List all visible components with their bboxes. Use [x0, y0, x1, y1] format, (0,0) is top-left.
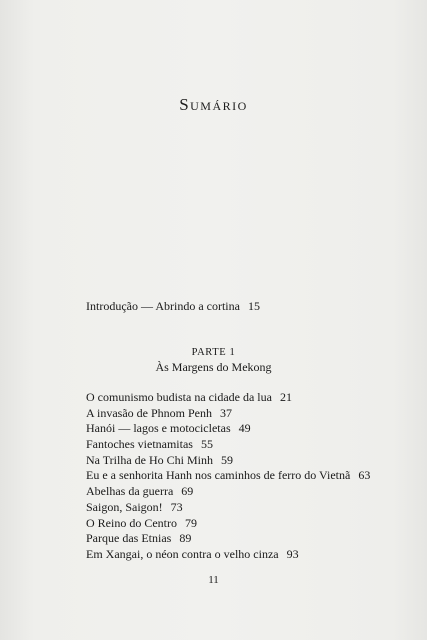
toc-entry-title: Introdução — Abrindo a cortina: [86, 299, 240, 313]
part-label: PARTE 1: [191, 347, 236, 358]
toc-entry-page: 21: [279, 390, 292, 404]
toc-entry: [86, 500, 370, 516]
toc-entry-page: 93: [286, 546, 299, 561]
toc-entry-title: Em Xangai, o néon contra o velho cinza: [86, 546, 279, 561]
toc-entry: [86, 516, 370, 532]
toc-entry: [86, 453, 370, 469]
page-number: 11: [208, 574, 219, 586]
toc-entry-page: 63: [358, 468, 371, 483]
toc-entry: [86, 421, 370, 437]
toc-entry-page: 49: [238, 421, 251, 436]
toc-entry-title: Parque das Etnias: [86, 531, 172, 546]
toc-entry-page: 73: [170, 499, 183, 514]
toc-entry: [86, 468, 370, 484]
toc-entry-title: Na Trilha de Ho Chi Minh: [86, 452, 214, 467]
toc-entry-page: 55: [200, 437, 213, 452]
part-title: Às Margens do Mekong: [155, 360, 272, 374]
toc-entry-page: 89: [179, 531, 192, 546]
toc-entry: [86, 484, 370, 500]
toc-list: [86, 390, 370, 563]
toc-entry-title: A invasão de Phnom Penh: [86, 405, 212, 420]
toc-entry-title: Hanói — lagos e motocicletas: [86, 421, 231, 436]
page-heading: Sumário: [179, 95, 248, 114]
toc-entry: [86, 437, 370, 453]
toc-entry: [86, 390, 370, 406]
toc-entry: [86, 547, 370, 563]
toc-entry: [86, 531, 370, 547]
toc-entry-intro: [86, 299, 260, 314]
toc-entry-title: O comunismo budista na cidade da lua: [86, 390, 272, 404]
toc-entry-title: O Reino do Centro: [86, 515, 177, 530]
toc-entry-page: 69: [181, 484, 194, 499]
toc-entry-title: Fantoches vietnamitas: [86, 437, 193, 452]
toc-entry-title: Eu e a senhorita Hanh nos caminhos de ferro do Vietnã: [86, 468, 351, 483]
toc-entry-page: 37: [220, 405, 232, 420]
toc-entry-title: Saigon, Saigon!: [86, 499, 163, 514]
toc-entry: [86, 406, 370, 422]
toc-entry-page: 15: [247, 299, 260, 313]
toc-entry-page: 79: [185, 515, 197, 530]
toc-entry-page: 59: [221, 452, 234, 467]
toc-entry-title: Abelhas da guerra: [86, 484, 174, 499]
